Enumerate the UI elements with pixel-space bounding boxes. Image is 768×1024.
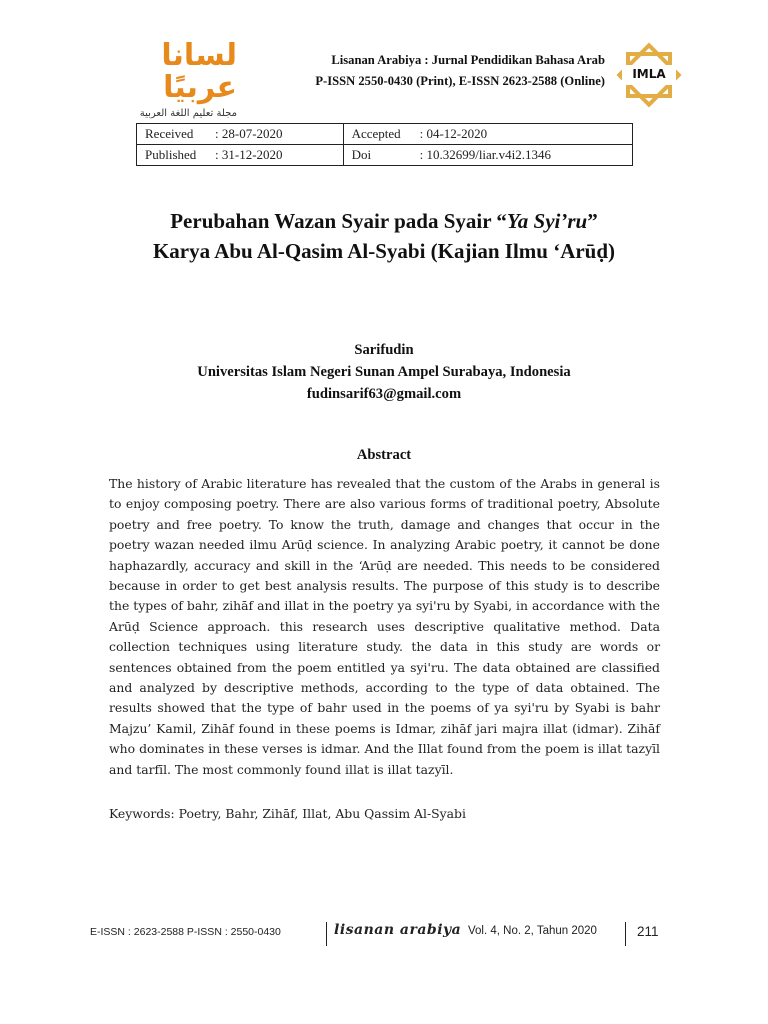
table-row [137, 124, 633, 145]
logo-arabic-subtitle: مجلة تعليم اللغة العربية [139, 108, 237, 119]
published-value: : 31-12-2020 [215, 147, 283, 162]
imla-label: IMLA [632, 67, 666, 81]
author-block [60, 339, 708, 405]
author-name: Sarifudin [354, 342, 414, 358]
title-line-2: Karya Abu Al-Qasim Al-Syabi (Kajian Ilmu ‘Arūḍ) [152, 239, 616, 263]
imla-badge [614, 40, 684, 110]
title-text: Perubahan Wazan Syair pada Syair “ [170, 209, 507, 233]
doi-cell [343, 145, 632, 166]
footer-journal-brand: lisanan arabiya [334, 922, 462, 938]
received-value: : 28-07-2020 [215, 126, 283, 141]
doi-label: Doi [351, 147, 372, 162]
page-number: 211 [637, 924, 659, 939]
keywords: Keywords: Poetry, Bahr, Zihāf, Illat, Abu Qassim Al-Syabi [109, 806, 466, 821]
page-footer [90, 922, 670, 946]
submission-dates-table [136, 123, 633, 166]
published-label: Published [145, 147, 197, 162]
footer-divider [326, 922, 327, 946]
accepted-label: Accepted [351, 126, 401, 141]
accepted-cell [343, 124, 632, 145]
journal-issn: P-ISSN 2550-0430 (Print), E-ISSN 2623-2588 (Online) [315, 74, 605, 88]
abstract-text: The history of Arabic literature has revealed that the custom of the Arabs in general is to enjoy composing poetry. There are also various forms of traditional poetry, Absolute poetry and free poetry. To know the truth, damage and changes that occur in the poetry wazan needed ilmu Arūḍ science. In analyzing Arabic poetry, it cannot be done haphazardly, accuracy and skill in the ‘Arūḍ are needed. This needs to be considered because in order to get best analysis results. The purpose of this study is to describe the types of bahr, zihāf and illat in the poetry ya syi'ru by Syabi, in accordance with the Arūḍ Science approach. this research uses descriptive qualitative method. Data collection techniques using literature study. the data in this study are words or sentences obtained from the poem entitled ya syi'ru. The data obtained are classified and analyzed by descriptive methods, according to the type of data obtained. The results showed that the type of bahr used in the poems of ya syi'ru by Syabi is bahr Majzu’ Kamil, Zihāf found in these poems is Idmar, zihāf jari majra illat (idmar). Zihāf who dominates in these verses is idmar. And the Illat found from the poem is illat tazyīl and tarfīl. The most commonly found illat is illat tazyīl. [109, 476, 660, 777]
published-cell [137, 145, 344, 166]
doi-value[interactable]: : 10.32699/liar.v4i2.1346 [419, 147, 552, 162]
journal-name: Lisanan Arabiya : Jurnal Pendidikan Bahasa Arab [331, 53, 605, 67]
abstract-heading: Abstract [356, 447, 412, 463]
accepted-value: : 04-12-2020 [419, 126, 488, 141]
logo-arabic-text: لسانا عربيًا [161, 38, 237, 105]
footer-issn: E-ISSN : 2623-2588 P-ISSN : 2550-0430 [90, 926, 281, 938]
journal-info [250, 50, 605, 92]
footer-divider [625, 922, 626, 946]
title-line-1 [60, 206, 708, 236]
author-email[interactable]: fudinsarif63@gmail.com [306, 386, 462, 402]
table-row [137, 145, 633, 166]
article-title [60, 206, 708, 266]
footer-volume: Vol. 4, No. 2, Tahun 2020 [468, 925, 597, 937]
journal-logo [92, 38, 237, 119]
author-affiliation: Universitas Islam Negeri Sunan Ampel Surabaya, Indonesia [197, 364, 571, 380]
received-cell [137, 124, 344, 145]
received-label: Received [145, 126, 194, 141]
title-quote: ” [587, 209, 598, 233]
title-italic-text: Ya Syi’ru [506, 209, 588, 233]
